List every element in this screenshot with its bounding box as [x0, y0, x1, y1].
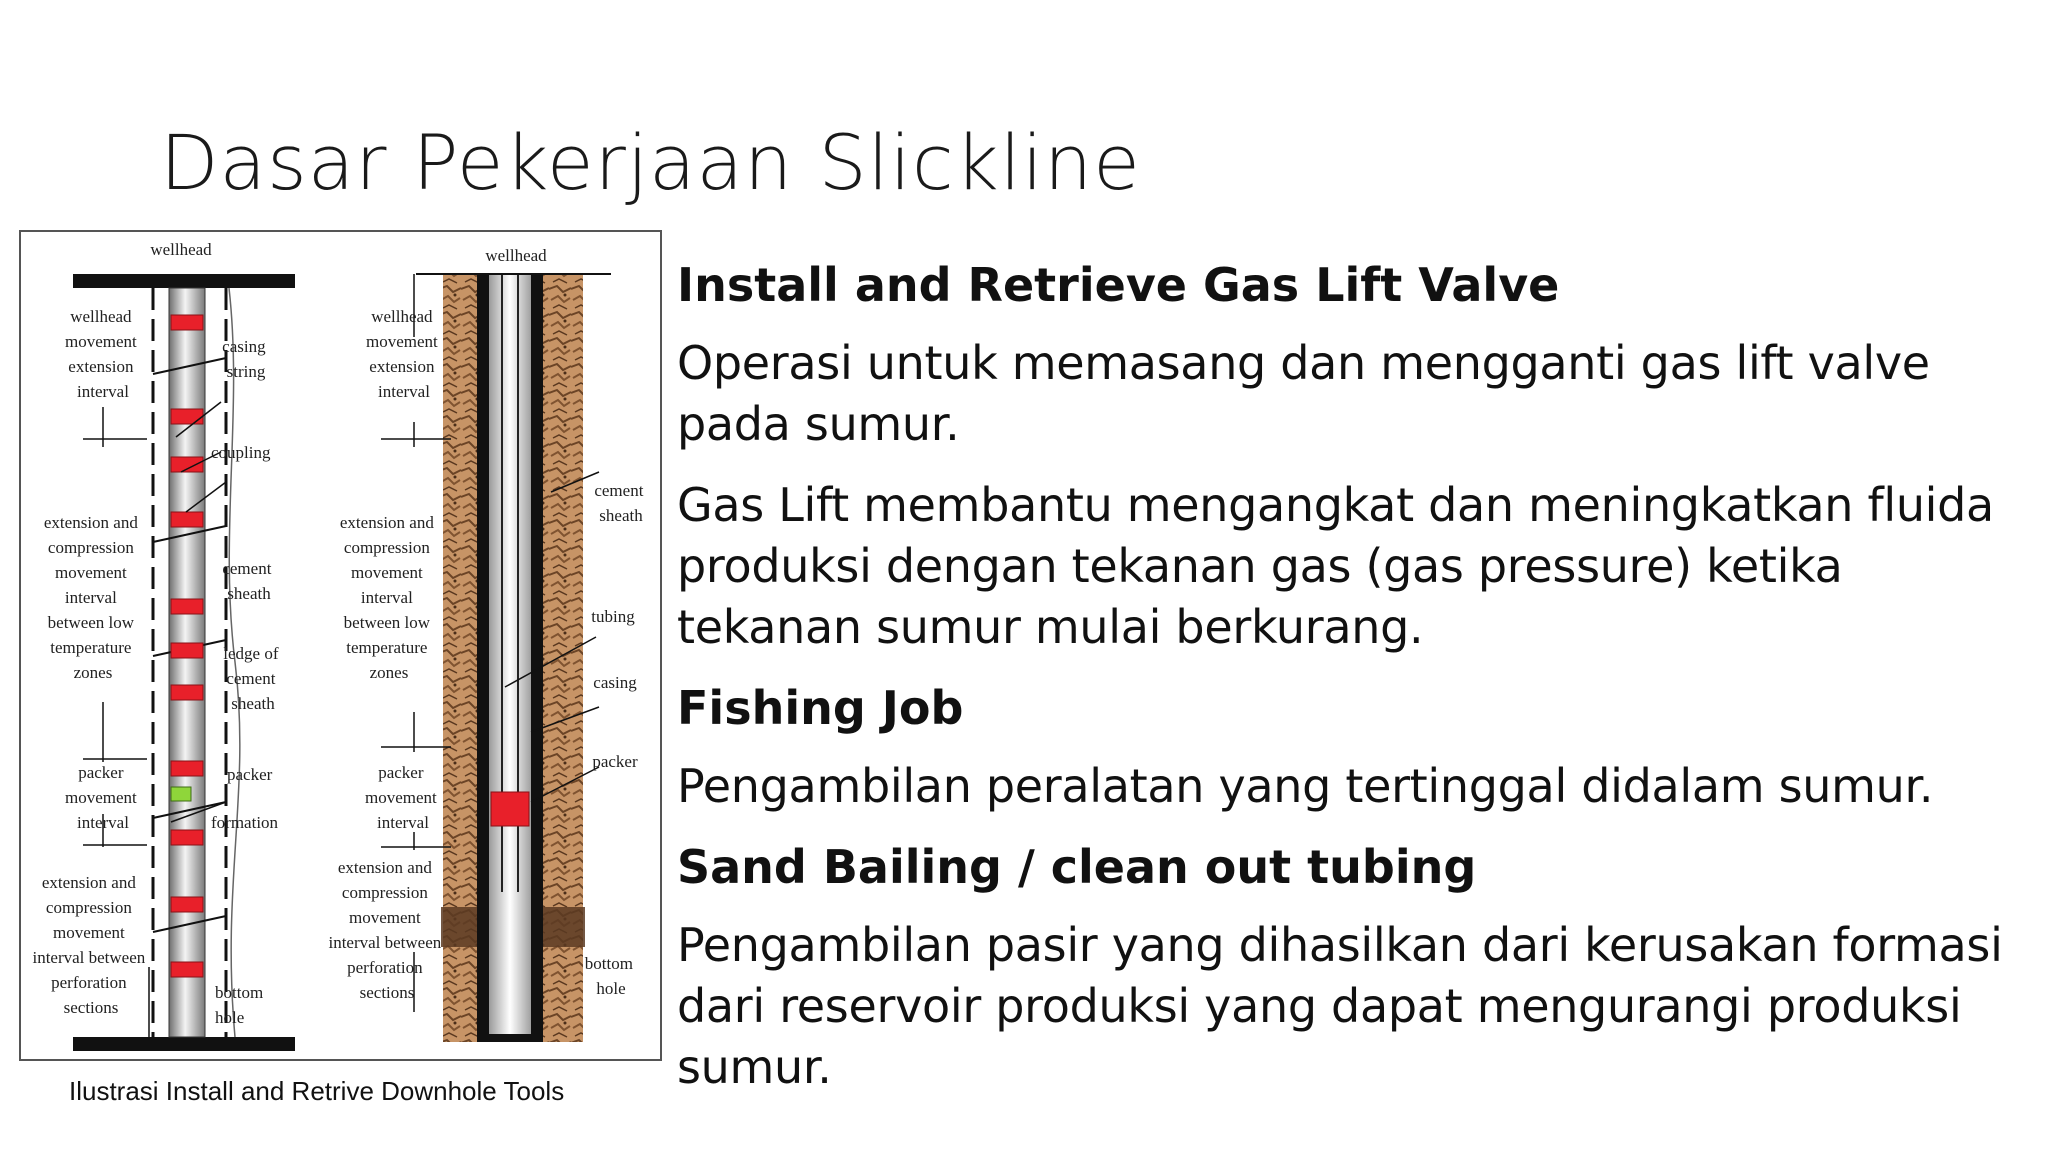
well-diagram-svg [21, 232, 660, 1059]
right-label-wellhead-movement: wellhead movement extension interval [365, 307, 438, 401]
left-label-wellhead: wellhead [150, 240, 212, 259]
right-packer [491, 792, 529, 826]
right-label-bottom-hole: bottom hole [584, 954, 633, 998]
left-coupling-9 [171, 830, 203, 845]
right-label-casing: casing [593, 673, 637, 692]
left-label-cement-sheath: cement sheath [222, 559, 272, 603]
left-label-packer-movement: packer movement interval [64, 763, 137, 832]
section-paragraph: Pengambilan peralatan yang tertinggal didalam sumur. [677, 759, 1934, 813]
section-heading: Install and Retrieve Gas Lift Valve [677, 258, 1560, 312]
left-label-packer: packer [227, 765, 273, 784]
section-paragraph: Pengambilan pasir yang dihasilkan dari kerusakan formasi dari reservoir produksi yang dapat mengurangi produksi sumur. [677, 918, 2003, 1094]
left-coupling-2 [171, 409, 203, 424]
section-gas-lift [677, 255, 2007, 658]
left-coupling-1 [171, 315, 203, 330]
left-coupling-6 [171, 643, 203, 658]
right-label-packer: packer [592, 752, 638, 771]
left-bottom-bar [73, 1037, 295, 1051]
slide-title: Dasar Pekerjaan Slickline [160, 118, 1141, 207]
right-label-ext-comp-low-temp: extension and compression movement interval between low temperature zones [339, 513, 434, 682]
right-well-diagram [328, 246, 647, 1042]
left-label-coupling: coupling [211, 443, 271, 462]
left-label-ext-comp-low-temp: extension and compression movement interval between low temperature zones [43, 513, 138, 682]
section-heading: Sand Bailing / clean out tubing [677, 840, 1477, 894]
left-coupling-4 [171, 512, 203, 527]
well-diagram-figure [19, 230, 662, 1061]
left-label-ext-comp-perf: extension and compression movement interval between perforation sections [32, 873, 146, 1017]
section-paragraph: Gas Lift membantu mengangkat dan meningkatkan fluida produksi dengan tekanan gas (gas pressure) ketika tekanan sumur mulai berkurang. [677, 478, 1994, 654]
left-coupling-11 [171, 962, 203, 977]
right-label-cement-sheath: cement sheath [594, 481, 644, 525]
left-coupling-8 [171, 761, 203, 776]
section-paragraph: Operasi untuk memasang dan mengganti gas lift valve pada sumur. [677, 336, 1930, 451]
left-well-diagram [32, 240, 295, 1051]
slide-content [677, 255, 2007, 1118]
right-label-packer-movement: packer movement interval [364, 763, 437, 832]
left-formation-marker [171, 787, 191, 801]
left-label-casing-string: casing string [222, 337, 266, 381]
section-sand-bailing [677, 837, 2007, 1098]
figure-caption: Ilustrasi Install and Retrive Downhole Tools [69, 1076, 565, 1106]
left-wellhead-bar [73, 274, 295, 288]
right-label-tubing: tubing [591, 607, 635, 626]
left-label-bottom-hole: bottom hole [215, 983, 264, 1027]
left-label-wellhead-movement: wellhead movement extension interval [64, 307, 137, 401]
section-heading: Fishing Job [677, 681, 964, 735]
left-label-ledge: ledge of cement sheath [223, 644, 279, 713]
left-coupling-10 [171, 897, 203, 912]
right-label-ext-comp-perf: extension and compression movement interval between perforation sections [328, 858, 442, 1002]
left-coupling-5 [171, 599, 203, 614]
right-tubing [489, 274, 531, 1034]
left-coupling-7 [171, 685, 203, 700]
left-label-formation: formation [211, 813, 279, 832]
right-label-wellhead: wellhead [485, 246, 547, 265]
section-fishing-job [677, 678, 2007, 817]
